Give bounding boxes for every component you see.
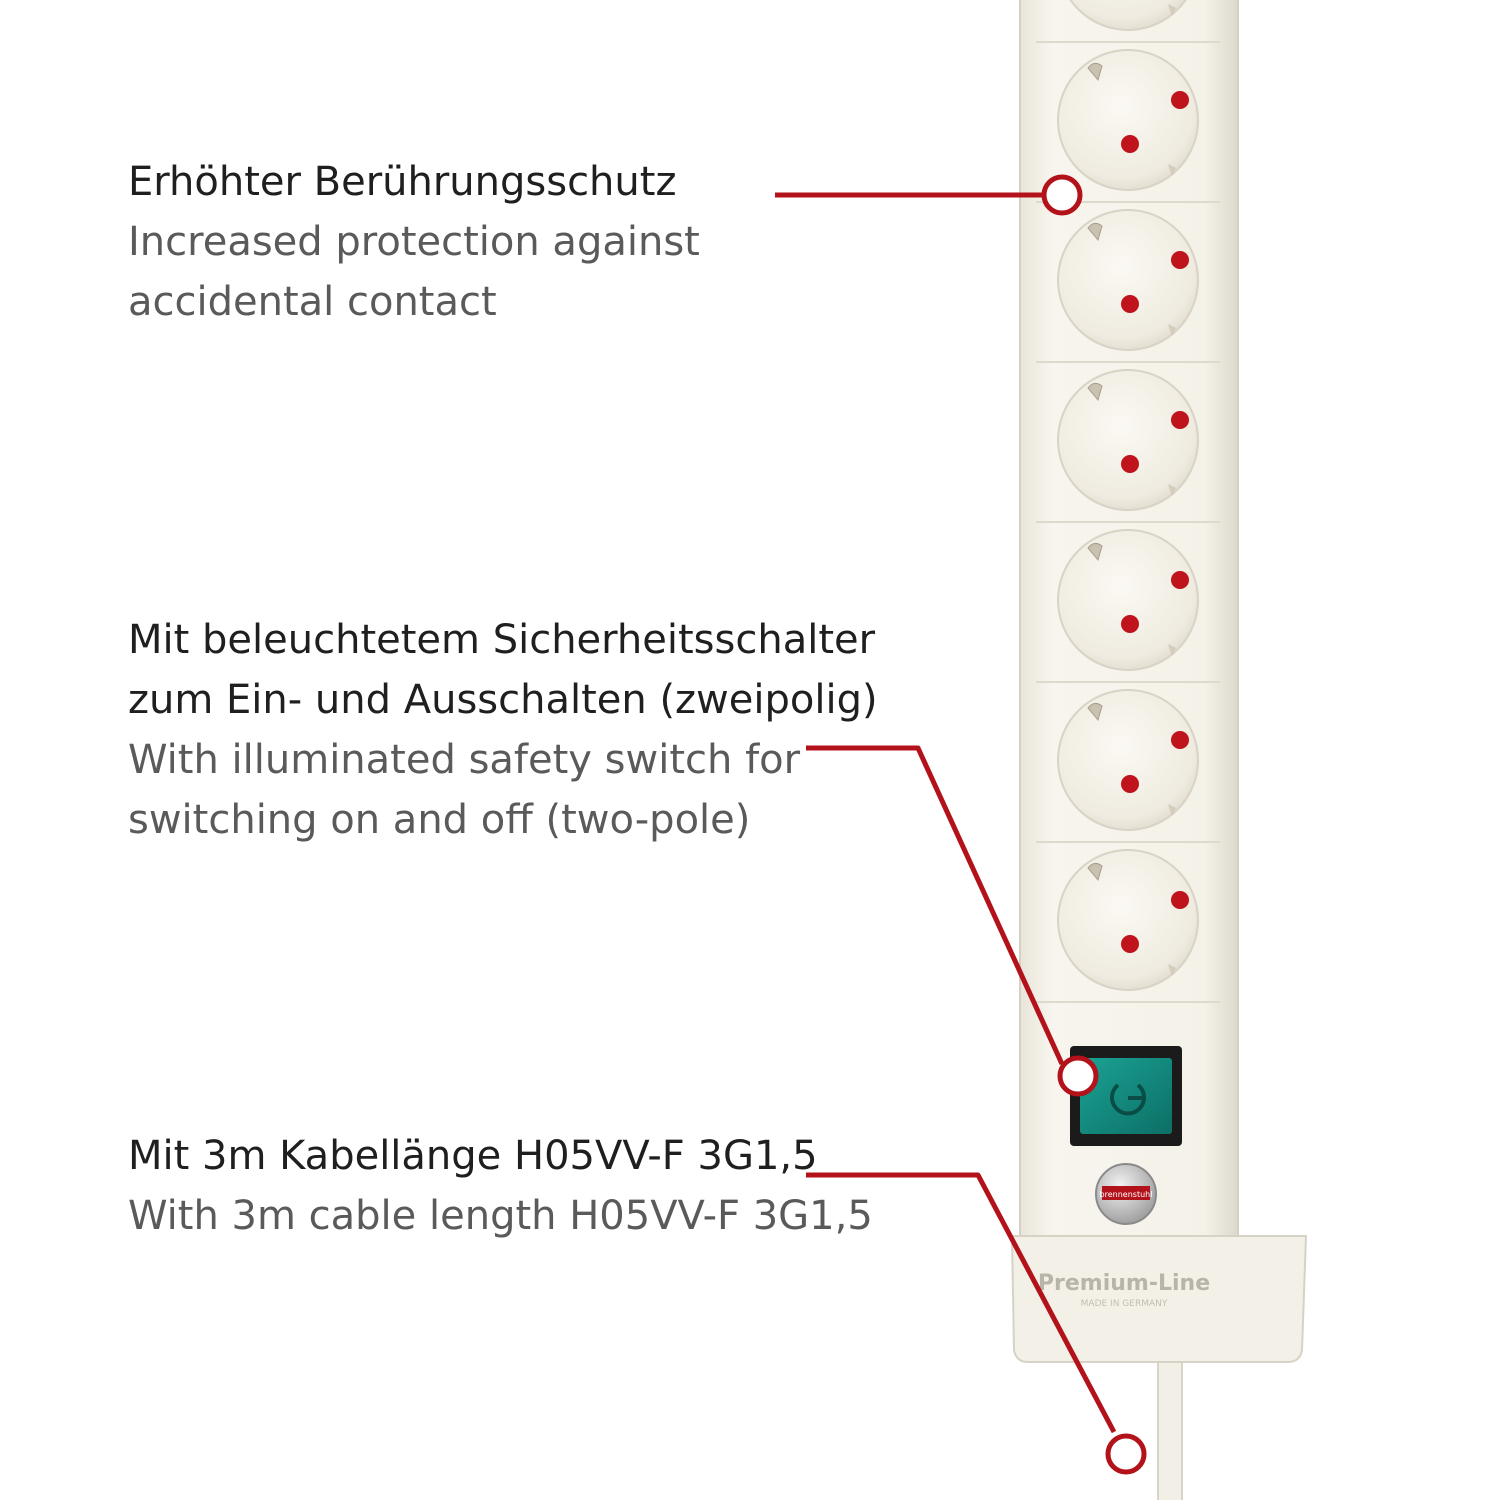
feature-text-en-line1: With illuminated safety switch for bbox=[128, 737, 801, 783]
feature-title-de: Erhöhter Berührungsschutz bbox=[128, 159, 677, 205]
brand-badge bbox=[1096, 1164, 1156, 1224]
feature-text-en: With 3m cable length H05VV-F 3G1,5 bbox=[128, 1193, 873, 1239]
feature-title-de-line1: Mit beleuchtetem Sicherheitsschalter bbox=[128, 617, 876, 663]
leader-dot-3 bbox=[1108, 1436, 1144, 1472]
premium-line-label: Premium-Line bbox=[1037, 1271, 1211, 1296]
socket-pin bbox=[1121, 775, 1139, 793]
socket-pin bbox=[1171, 251, 1189, 269]
feature-cable-length bbox=[128, 1126, 888, 1246]
feature-text-en: Increased protection against accidental contact bbox=[128, 219, 700, 325]
socket-pin bbox=[1171, 571, 1189, 589]
leader-dot-2 bbox=[1060, 1058, 1096, 1094]
feature-title-de: Mit 3m Kabellänge H05VV-F 3G1,5 bbox=[128, 1133, 818, 1179]
socket-pin bbox=[1171, 731, 1189, 749]
socket-pin bbox=[1171, 891, 1189, 909]
leader-dot-1 bbox=[1044, 177, 1080, 213]
made-in-label: MADE IN GERMANY bbox=[1080, 1299, 1168, 1309]
feature-touch-protection bbox=[128, 152, 888, 332]
socket-pin bbox=[1121, 615, 1139, 633]
socket-cup bbox=[1058, 690, 1198, 830]
socket-cup bbox=[1058, 530, 1198, 670]
socket-pin bbox=[1121, 935, 1139, 953]
feature-safety-switch bbox=[128, 610, 888, 850]
socket-pin bbox=[1121, 135, 1139, 153]
brand-badge-text: brennenstuhl bbox=[1099, 1190, 1153, 1199]
socket-pin bbox=[1121, 295, 1139, 313]
socket-cup bbox=[1058, 210, 1198, 350]
socket-pin bbox=[1121, 455, 1139, 473]
socket-pin bbox=[1171, 411, 1189, 429]
cable bbox=[1158, 1340, 1182, 1500]
socket-cup bbox=[1058, 370, 1198, 510]
socket-cup bbox=[1058, 850, 1198, 990]
feature-text-en-line2: switching on and off (two-pole) bbox=[128, 797, 751, 843]
socket-pin bbox=[1171, 91, 1189, 109]
feature-title-de-line2: zum Ein- und Ausschalten (zweipolig) bbox=[128, 677, 878, 723]
socket-cup bbox=[1058, 50, 1198, 190]
